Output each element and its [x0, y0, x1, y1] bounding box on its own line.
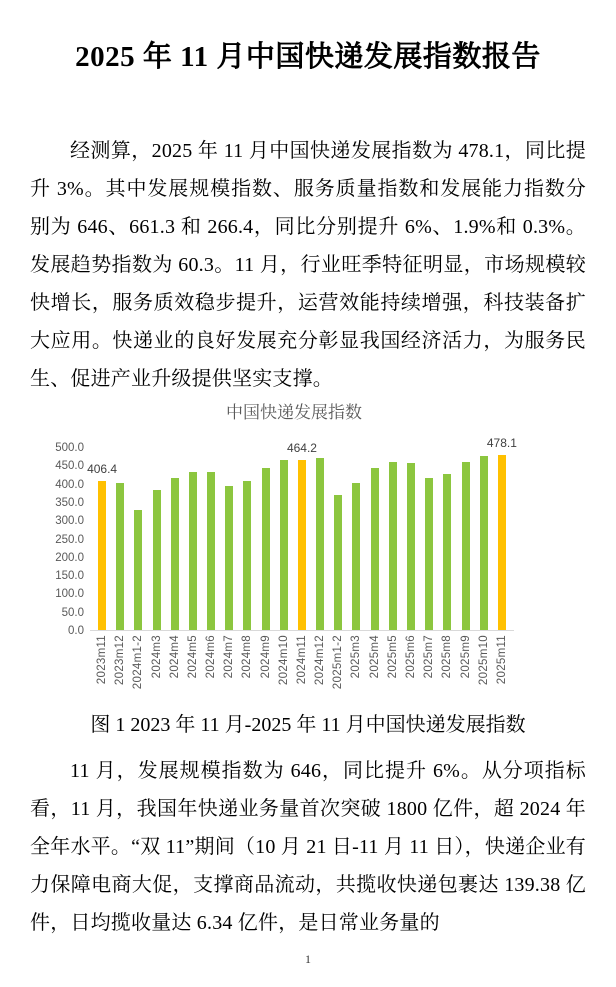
x-slot-2024m6: [202, 631, 220, 701]
bar-2024m5: [189, 472, 197, 630]
bar-slot-2024m6: [202, 448, 220, 630]
bar-slot-2024m1-2: [129, 448, 147, 630]
x-slot-2023m11: [93, 631, 111, 701]
y-tick-label: 450.0: [55, 460, 84, 473]
x-slot-2025m7: [420, 631, 438, 701]
x-tick-label: 2024m4: [168, 635, 181, 679]
x-tick-label: 2024m12: [314, 635, 327, 686]
x-tick-label: 2025m11: [495, 635, 508, 685]
paragraph-summary: 经测算，2025 年 11 月中国快递发展指数为 478.1，同比提升 3%。其中发展规模指数、服务质量指数和发展能力指数分别为 646、661.3 和 266.4，同比分别提升 6%、1.9%和 0.3%。发展趋势指数为 60.3。11 月，行业旺季特征明显，市场规模较快增长，服务质效稳步提升，运营效能持续增强，科技装备扩大应用。快递业的良好发展充分彰显我国经济活力，为服务民生、促进产业升级提供坚实支撑。: [30, 140, 586, 390]
chart-title: 中国快递发展指数: [226, 403, 362, 422]
x-slot-2024m9: [257, 631, 275, 701]
bar-data-label: 406.4: [87, 462, 118, 477]
bar-2024m12: [316, 458, 324, 630]
x-slot-2025m11: [493, 631, 511, 701]
y-tick-label: 50.0: [61, 606, 84, 619]
x-tick-label: 2024m5: [186, 635, 199, 679]
paragraph-scale-index: 11 月，发展规模指数为 646，同比提升 6%。从分项指标看，11 月，我国年快递业务量首次突破 1800 亿件，超 2024 年全年水平。“双 11”期间（10 月 21 日-11 月 11 日），快递企业有力保障电商大促，支撑商品流动，共揽收快递包裹达 139.38 亿件，日均揽收量达 6.34 亿件，是日常业务量的: [30, 760, 586, 934]
y-tick-label: 500.0: [55, 442, 84, 454]
page-number: 1: [305, 952, 311, 966]
x-tick-label: 2024m10: [277, 635, 290, 686]
page-title: 2025 年 11 月中国快递发展指数报告: [75, 41, 541, 73]
y-tick-label: 0.0: [68, 625, 84, 637]
x-slot-2024m4: [166, 631, 184, 701]
bar-2025m7: [425, 478, 433, 630]
x-tick-label: 2025m8: [441, 635, 454, 679]
x-slot-2024m11: [293, 631, 311, 701]
bar-2025m6: [407, 463, 415, 630]
bar-data-label: 478.1: [486, 436, 517, 451]
x-slot-2025m9: [456, 631, 474, 701]
x-tick-label: 2025m7: [423, 635, 436, 679]
bar-slot-2025m8: [438, 448, 456, 630]
y-tick-label: 350.0: [55, 496, 84, 509]
y-tick-label: 100.0: [55, 588, 84, 601]
x-slot-2025m6: [402, 631, 420, 701]
bar-slot-2023m12: [111, 448, 129, 630]
bar-2025m4: [371, 468, 379, 630]
chart-y-axis: [30, 442, 90, 637]
x-tick-label: 2024m1-2: [132, 635, 145, 690]
y-tick-label: 250.0: [55, 533, 84, 546]
x-slot-2025m8: [438, 631, 456, 701]
bar-slot-2025m11: [486, 436, 517, 630]
bar-slot-2025m3: [347, 448, 365, 630]
bar-2024m7: [225, 486, 233, 630]
bar-2023m12: [116, 483, 124, 630]
bar-slot-2024m9: [257, 448, 275, 630]
x-tick-label: 2024m6: [205, 635, 218, 679]
x-tick-label: 2025m5: [386, 635, 399, 679]
bar-slot-2024m4: [166, 448, 184, 630]
bar-2025m1-2: [334, 495, 342, 630]
x-slot-2024m10: [275, 631, 293, 701]
x-slot-2023m12: [111, 631, 129, 701]
bar-2024m1-2: [134, 510, 142, 630]
x-slot-2024m3: [148, 631, 166, 701]
x-tick-label: 2025m6: [405, 635, 417, 679]
y-tick-label: 150.0: [55, 570, 84, 583]
x-slot-2025m3: [347, 631, 365, 701]
chart-body: [30, 436, 586, 701]
chart-plot-wrap: [87, 436, 517, 701]
x-tick-label: 2024m7: [223, 635, 236, 679]
x-slot-2025m1-2: [329, 631, 347, 701]
x-slot-2024m12: [311, 631, 329, 701]
bar-2024m4: [171, 478, 179, 630]
bar-slot-2024m10: [275, 448, 293, 630]
bar-slot-2025m10: [475, 448, 493, 630]
bar-data-label: 464.2: [286, 441, 317, 456]
bar-slot-2024m5: [184, 448, 202, 630]
x-tick-label: 2025m9: [459, 635, 472, 679]
x-tick-label: 2023m11: [96, 635, 109, 685]
x-tick-label: 2023m12: [114, 635, 127, 686]
bar-slot-2024m8: [238, 448, 256, 630]
figure-caption: 图 1 2023 年 11 月-2025 年 11 月中国快递发展指数: [90, 714, 526, 736]
x-tick-label: 2024m11: [295, 635, 308, 685]
bar-2025m5: [389, 462, 397, 630]
bar-slot-2025m4: [366, 448, 384, 630]
chart-x-axis: [90, 631, 514, 701]
x-slot-2024m1-2: [129, 631, 147, 701]
bar-2024m11: [298, 460, 306, 630]
bar-2024m10: [280, 460, 288, 630]
bar-slot-2024m3: [148, 448, 166, 630]
x-slot-2025m5: [384, 631, 402, 701]
bar-2023m11: [98, 481, 106, 630]
bar-2024m8: [243, 481, 251, 630]
bar-2025m9: [462, 462, 470, 630]
x-tick-label: 2024m8: [241, 635, 254, 679]
x-slot-2025m10: [475, 631, 493, 701]
bar-slot-2023m11: [87, 448, 118, 630]
x-slot-2025m4: [366, 631, 384, 701]
bar-slot-2025m6: [402, 448, 420, 630]
y-tick-label: 200.0: [55, 551, 84, 564]
bar-2025m8: [443, 474, 451, 630]
x-slot-2024m5: [184, 631, 202, 701]
chart-plot-area: [87, 436, 517, 631]
x-slot-2024m8: [238, 631, 256, 701]
bar-slot-2024m7: [220, 448, 238, 630]
bar-slot-2025m5: [384, 448, 402, 630]
x-tick-label: 2024m3: [150, 635, 163, 679]
bar-2025m11: [498, 455, 506, 630]
bar-slot-2025m7: [420, 448, 438, 630]
x-tick-label: 2025m1-2: [332, 635, 345, 690]
bar-2024m3: [153, 490, 161, 630]
bar-slot-2024m12: [311, 448, 329, 630]
x-slot-2024m7: [220, 631, 238, 701]
x-tick-label: 2024m9: [259, 635, 272, 679]
bar-2025m10: [480, 456, 488, 630]
y-tick-label: 300.0: [55, 515, 84, 528]
bar-slot-2025m9: [456, 448, 474, 630]
bar-slot-2024m11: [286, 441, 317, 630]
bar-slot-2025m1-2: [329, 448, 347, 630]
bar-2024m6: [207, 472, 215, 630]
express-index-bar-chart: [30, 402, 586, 701]
y-tick-label: 400.0: [55, 478, 84, 491]
x-tick-label: 2025m4: [368, 635, 381, 679]
x-tick-label: 2025m3: [350, 635, 363, 679]
bar-2025m3: [352, 483, 360, 630]
x-tick-label: 2025m10: [477, 635, 490, 686]
bar-2024m9: [262, 468, 270, 630]
